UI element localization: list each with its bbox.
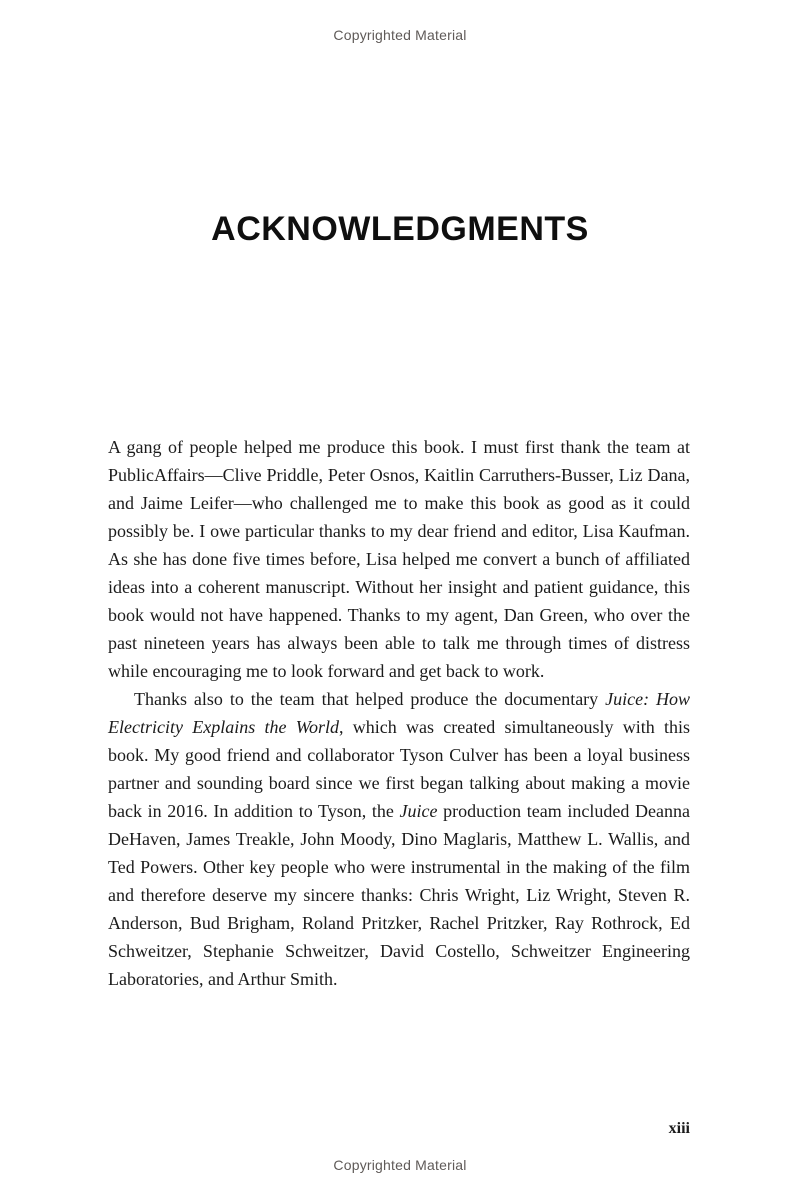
copyright-notice-bottom: Copyrighted Material bbox=[333, 1157, 467, 1173]
page-title: ACKNOWLEDGMENTS bbox=[211, 210, 589, 248]
copyright-notice-top: Copyrighted Material bbox=[333, 27, 467, 43]
paragraph-2 bbox=[108, 685, 690, 993]
paragraph-segment: A gang of people helped me produce this book. I must first thank the team at PublicAffairs—Clive Priddle, Peter Osnos, Kaitlin Carruthers-Busser, Liz Dana, and Jaime Leifer—who challenged me to make this book as good as it could possibly be. I owe particular thanks to my dear friend and editor, Lisa Kaufman. As she has done five times before, Lisa helped me convert a bunch of affiliated ideas into a coherent manuscript. Without her insight and patient guidance, this book would not have happened. Thanks to my agent, Dan Green, who over the past nineteen years has always been able to talk me through times of distress while encouraging me to look forward and get back to work. bbox=[108, 437, 690, 681]
documentary-title-italic: Juice: How Electricity Explains the World bbox=[108, 689, 691, 737]
paragraph-segment: , which was created simultaneously with this book. My good friend and collaborator Tyson Culver has been a loyal business partner and sounding board since we first began talking about making a movie back in 2016. In addition to Tyson, the bbox=[108, 717, 690, 821]
paragraph-segment: production team included Deanna DeHaven, James Treakle, John Moody, Dino Maglaris, Matthew L. Wallis, and Ted Powers. Other key people who were instrumental in the making of the film and therefore deserve my sincere thanks: Chris Wright, Liz Wright, Steven R. Anderson, Bud Brigham, Roland Pritzker, Rachel Pritzker, Ray Rothrock, Ed Schweitzer, Stephanie Schweitzer, David Costello, Schweitzer Engineering Laboratories, and Arthur Smith. bbox=[108, 801, 690, 989]
paragraph-segment: Thanks also to the team that helped produce the documentary bbox=[134, 689, 606, 709]
acknowledgments-body bbox=[108, 433, 690, 993]
film-name-italic: Juice bbox=[399, 801, 438, 821]
page-number: xiii bbox=[668, 1120, 690, 1137]
paragraph-1 bbox=[108, 433, 690, 685]
